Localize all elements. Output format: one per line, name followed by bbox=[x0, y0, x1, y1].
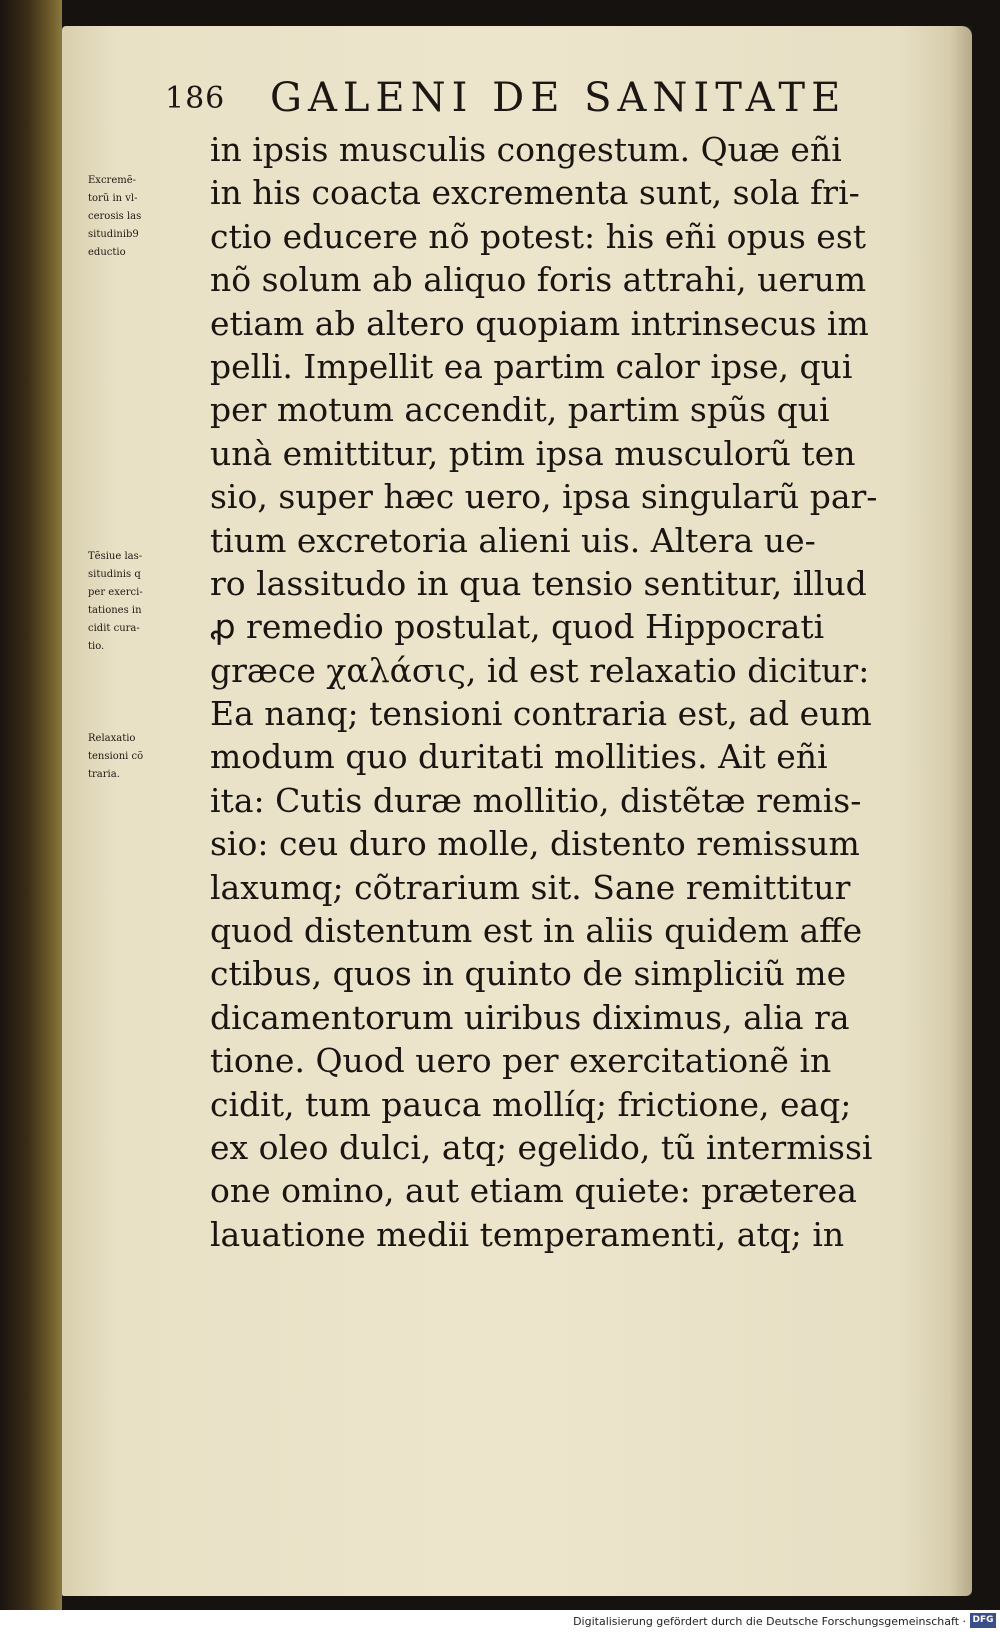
page-shadow bbox=[950, 26, 972, 1596]
text-line: tium excretoria alieni uis. Altera ue- bbox=[210, 520, 816, 560]
margin-note-line: Tẽsiue las- bbox=[88, 551, 143, 562]
margin-note-line: cidit cura- bbox=[88, 623, 140, 634]
margin-note-line: situdinis q bbox=[88, 569, 141, 580]
text-line: ita: Cutis duræ mollitio, distẽtæ remis- bbox=[210, 780, 862, 820]
text-line: græce χαλάσις, id est relaxatio dicitur: bbox=[210, 650, 870, 690]
margin-note-line: eductio bbox=[88, 247, 126, 258]
text-line: sio, super hæc uero, ipsa singularũ par- bbox=[210, 477, 878, 517]
margin-note-line: torũ in vl- bbox=[88, 193, 138, 204]
text-line: pelli. Impellit ea partim calor ipse, qui bbox=[210, 346, 853, 386]
page-number: 186 bbox=[165, 81, 226, 116]
text-line: one omino, aut etiam quiete: præterea bbox=[210, 1171, 857, 1211]
text-line: per motum accendit, partim spũs qui bbox=[210, 390, 830, 430]
text-line: Ea nanq; tensioni contraria est, ad eum bbox=[210, 694, 872, 734]
text-line: lauatione medii temperamenti, atq; in bbox=[210, 1214, 845, 1254]
text-line: ro lassitudo in qua tensio sentitur, illud bbox=[210, 563, 867, 603]
footer-bar bbox=[0, 1610, 1000, 1635]
text-line: cidit, tum pauca mollíq; frictione, eaq; bbox=[210, 1084, 852, 1124]
text-line: modum quo duritati mollities. Ait eñi bbox=[210, 737, 828, 777]
text-line: laxumq; cõtrarium sit. Sane remittitur bbox=[210, 867, 851, 907]
text-line: ctio educere nõ potest: his eñi opus est bbox=[210, 216, 867, 256]
dfg-logo: DFG bbox=[970, 1613, 996, 1628]
book-spine-edge bbox=[0, 0, 62, 1610]
margin-note-line: tensioni cõ bbox=[88, 751, 144, 762]
margin-note-line: traria. bbox=[88, 769, 120, 780]
margin-note-line: cerosis las bbox=[88, 211, 142, 222]
text-line: quod distentum est in aliis quidem affe bbox=[210, 911, 863, 951]
text-line: in his coacta excrementa sunt, sola fri- bbox=[210, 173, 860, 213]
margin-note-2 bbox=[88, 548, 213, 656]
text-line: etiam ab altero quopiam intrinsecus im bbox=[210, 303, 869, 343]
margin-note-3 bbox=[88, 730, 213, 784]
text-line: ex oleo dulci, atq; egelido, tũ intermissi bbox=[210, 1127, 873, 1167]
margin-note-1 bbox=[88, 172, 213, 262]
text-line: nõ solum ab aliquo foris attrahi, uerum bbox=[210, 260, 867, 300]
margin-note-line: tationes in bbox=[88, 605, 142, 616]
margin-note-line: Excremẽ- bbox=[88, 175, 137, 186]
page-header bbox=[165, 75, 895, 135]
text-line: dicamentorum uiribus diximus, alia ra bbox=[210, 997, 850, 1037]
text-line: ꝓ remedio postulat, quod Hippocrati bbox=[210, 607, 825, 647]
text-line: in ipsis musculis congestum. Quæ eñi bbox=[210, 130, 842, 169]
running-title: GALENI DE SANITATE bbox=[270, 75, 847, 121]
text-line: tione. Quod uero per exercitationẽ in bbox=[210, 1041, 832, 1081]
body-text bbox=[210, 128, 910, 1256]
text-line: ctibus, quos in quinto de simpliciũ me bbox=[210, 954, 847, 994]
text-line: unà emittitur, ptim ipsa musculorũ ten bbox=[210, 433, 856, 473]
margin-note-line: tio. bbox=[88, 641, 105, 652]
margin-note-line: situdinib9 bbox=[88, 229, 139, 240]
footer-credit: Digitalisierung gefördert durch die Deutsche Forschungsgemeinschaft · bbox=[573, 1615, 966, 1628]
text-line: sio: ceu duro molle, distento remissum bbox=[210, 824, 860, 864]
margin-note-line: Relaxatio bbox=[88, 733, 136, 744]
margin-note-line: per exerci- bbox=[88, 587, 143, 598]
